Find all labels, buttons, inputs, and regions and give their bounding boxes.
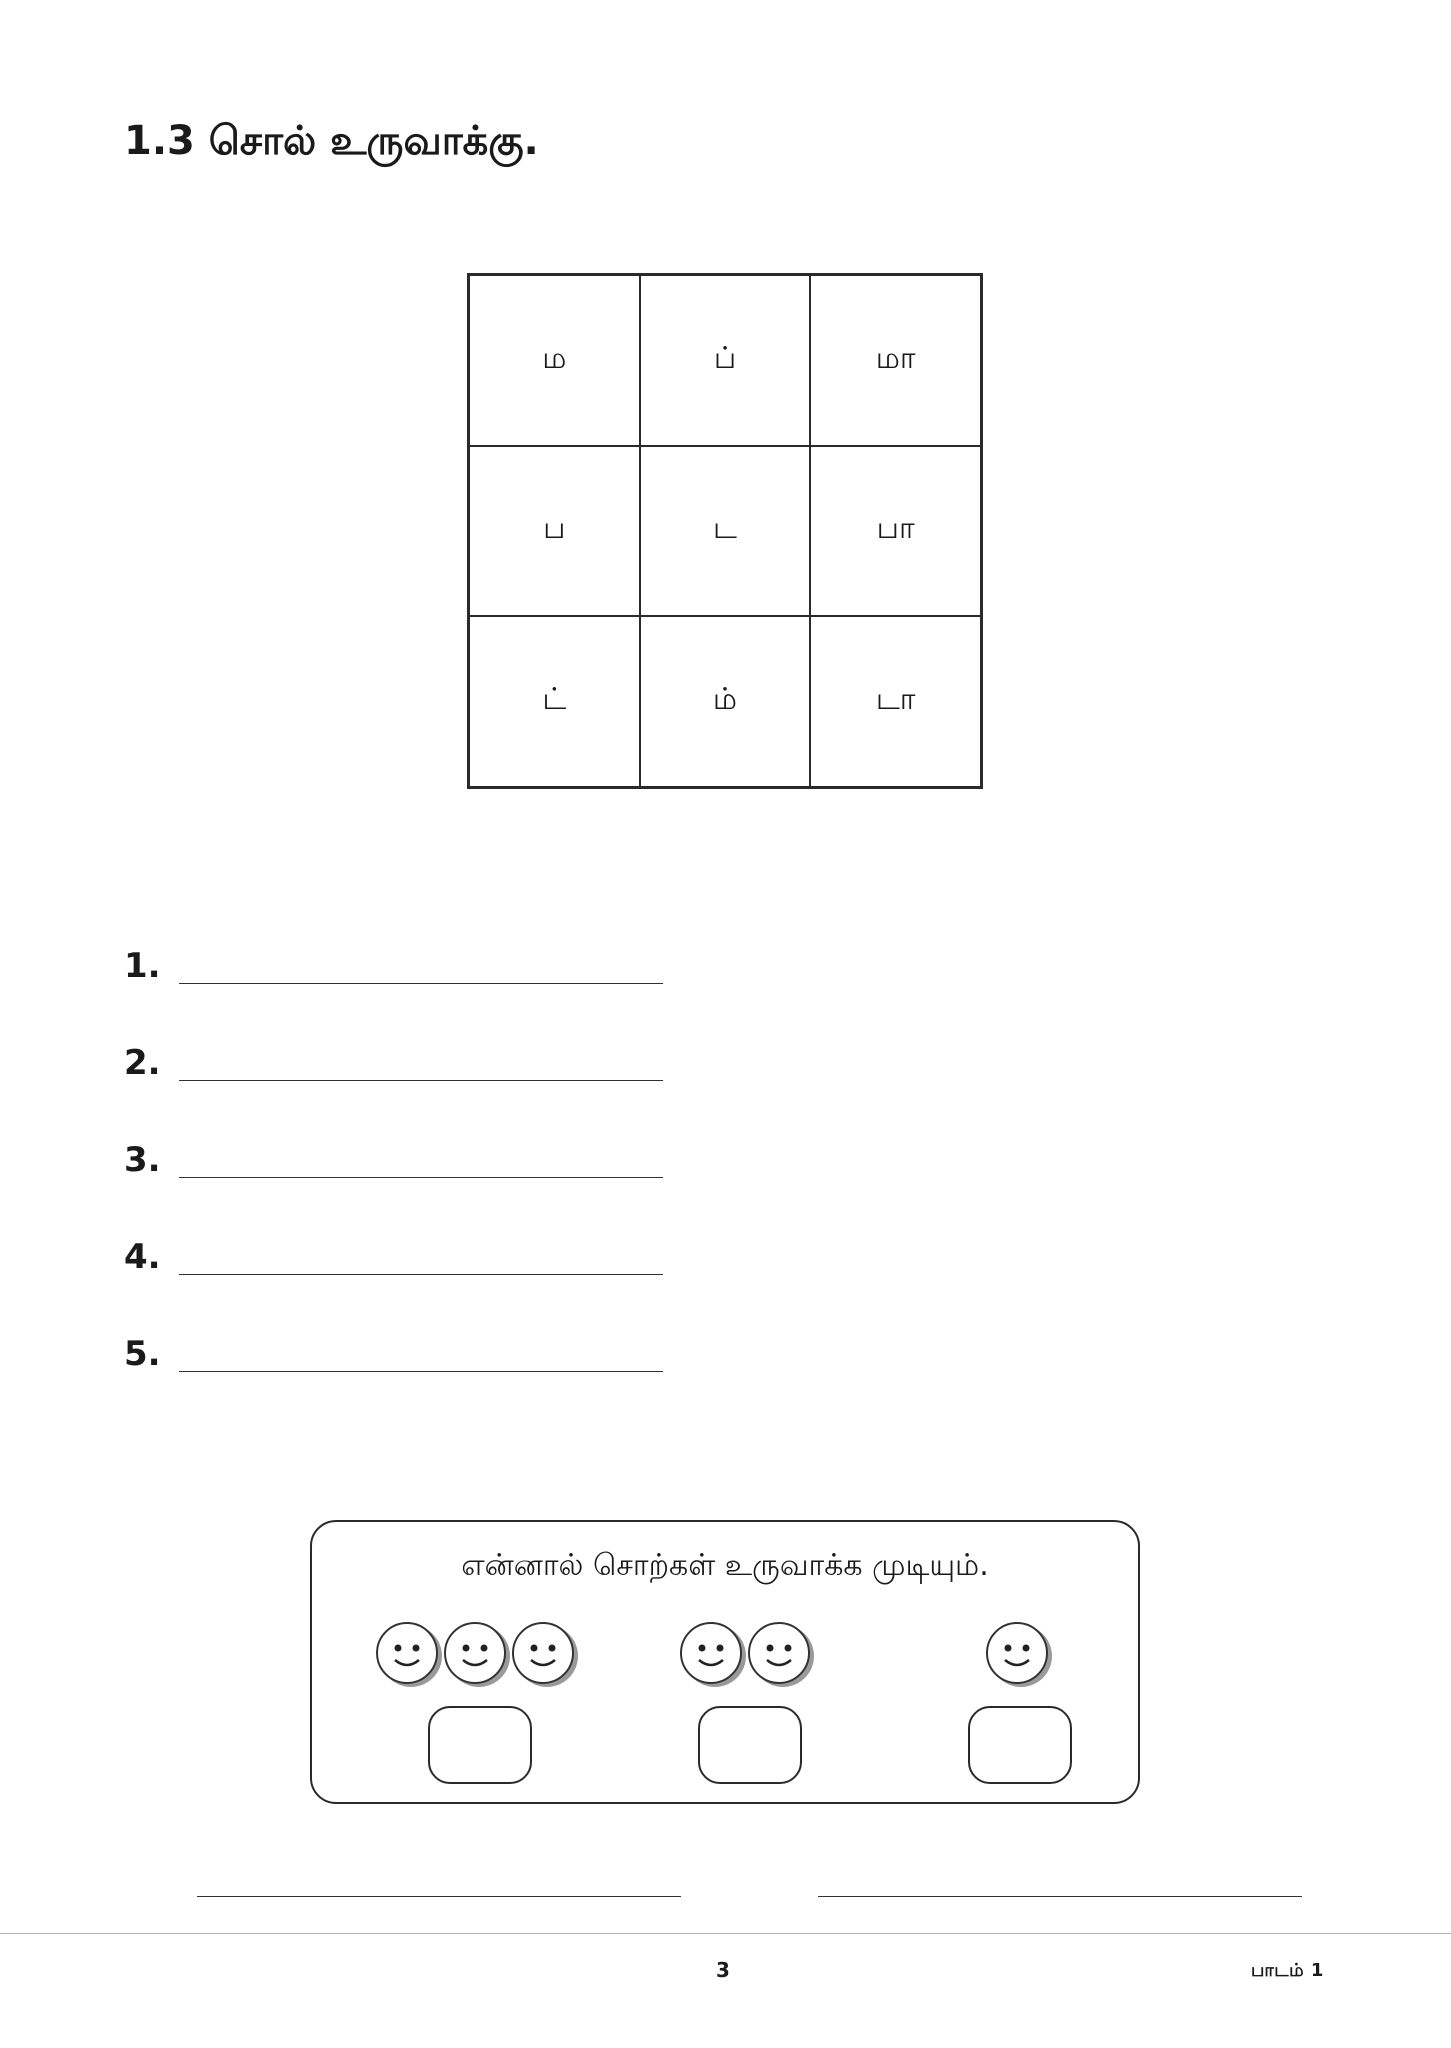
signature-line-right[interactable] xyxy=(818,1896,1302,1897)
grid-cell: ம் xyxy=(640,616,811,787)
answer-row-1 xyxy=(124,948,664,988)
rating-box-3[interactable] xyxy=(428,1706,532,1784)
smiley-icon xyxy=(748,1622,810,1684)
answer-row-2 xyxy=(124,1045,664,1085)
signature-line-left[interactable] xyxy=(197,1896,681,1897)
self-assessment-box xyxy=(310,1520,1140,1804)
grid-cell: ப் xyxy=(640,275,811,446)
grid-cell: பா xyxy=(810,446,981,617)
answer-line[interactable] xyxy=(179,1274,663,1275)
answer-number: 3. xyxy=(124,1140,161,1180)
footer-divider xyxy=(0,1933,1451,1934)
answer-line[interactable] xyxy=(179,1177,663,1178)
smiley-icon xyxy=(444,1622,506,1684)
smiley-icon xyxy=(512,1622,574,1684)
rating-box-2[interactable] xyxy=(698,1706,802,1784)
grid-cell: ட xyxy=(640,446,811,617)
answer-row-3 xyxy=(124,1142,664,1182)
answer-line[interactable] xyxy=(179,1080,663,1081)
grid-cell: ட் xyxy=(469,616,640,787)
letter-grid xyxy=(467,273,983,789)
lesson-label: பாடம் 1 xyxy=(1251,1960,1324,1981)
exercise-title: 1.3 சொல் உருவாக்கு. xyxy=(124,118,539,164)
answer-row-5 xyxy=(124,1336,664,1376)
answer-line[interactable] xyxy=(179,1371,663,1372)
smiley-icon xyxy=(376,1622,438,1684)
grid-cell: ப xyxy=(469,446,640,617)
answer-number: 5. xyxy=(124,1334,161,1374)
answer-number: 1. xyxy=(124,946,161,986)
answer-number: 2. xyxy=(124,1043,161,1083)
rating-box-1[interactable] xyxy=(968,1706,1072,1784)
grid-cell: ம xyxy=(469,275,640,446)
smiley-icon xyxy=(986,1622,1048,1684)
answer-row-4 xyxy=(124,1239,664,1279)
answer-number: 4. xyxy=(124,1237,161,1277)
answer-line[interactable] xyxy=(179,983,663,984)
smiley-icon xyxy=(680,1622,742,1684)
grid-cell: டா xyxy=(810,616,981,787)
page-number: 3 xyxy=(716,1958,730,1982)
self-assessment-text: என்னால் சொற்கள் உருவாக்க முடியும். xyxy=(461,1548,989,1583)
grid-cell: மா xyxy=(810,275,981,446)
